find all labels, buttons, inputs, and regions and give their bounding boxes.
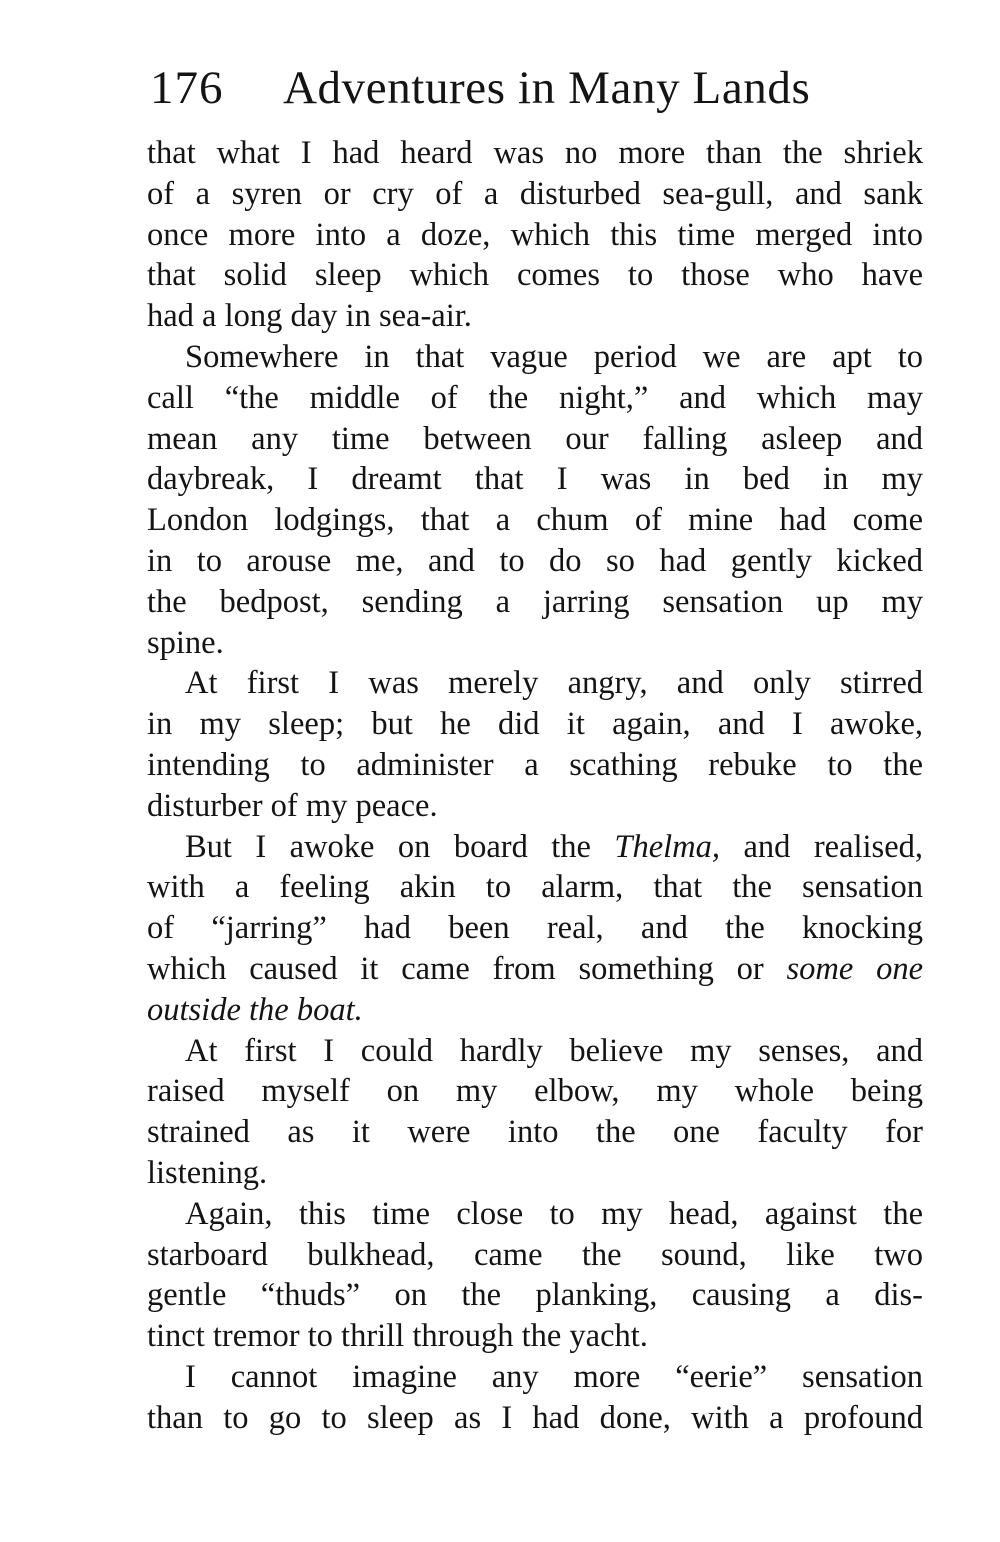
text-run: which caused it came from something or (147, 950, 787, 987)
paragraph (147, 337, 923, 663)
text-line (147, 990, 923, 1031)
text-line: intending to administer a scathing rebuke to the (147, 746, 923, 783)
text-line: spine. (147, 624, 224, 661)
text-line (147, 827, 923, 868)
text-line: tinct tremor to thrill through the yacht. (147, 1318, 648, 1355)
text-line: the bedpost, sending a jarring sensation up my (147, 583, 923, 620)
body-text (147, 133, 923, 1439)
text-line: disturber of my peace. (147, 787, 438, 824)
text-line: Again, this time close to my head, against the (185, 1195, 923, 1232)
page-number: 176 (150, 62, 224, 114)
ship-name-italic: Thelma, (614, 828, 721, 865)
text-line: mean any time between our falling asleep and (147, 420, 923, 457)
text-line: had a long day in sea-air. (147, 298, 472, 335)
text-line: once more into a doze, which this time merged into (147, 216, 923, 253)
emphasis-italic: outside the boat. (147, 991, 363, 1028)
text-line: I cannot imagine any more “eerie” sensation (185, 1358, 923, 1395)
text-line: in to arouse me, and to do so had gently kicked (147, 542, 923, 579)
text-line: call “the middle of the night,” and which may (147, 379, 923, 416)
text-line: with a feeling akin to alarm, that the sensation (147, 869, 923, 906)
paragraph (147, 1194, 923, 1357)
text-line: Somewhere in that vague period we are apt to (185, 338, 923, 375)
text-line: London lodgings, that a chum of mine had come (147, 502, 923, 539)
text-line: of “jarring” had been real, and the knocking (147, 910, 923, 947)
text-line: listening. (147, 1154, 268, 1191)
text-line: At first I could hardly believe my senses, and (185, 1032, 923, 1069)
text-line: gentle “thuds” on the planking, causing a dis- (147, 1277, 923, 1314)
text-run: But I awoke on board the (185, 828, 615, 865)
paragraph (147, 663, 923, 826)
text-run: and realised, (720, 828, 923, 865)
running-title: Adventures in Many Lands (283, 62, 811, 114)
text-line: in my sleep; but he did it again, and I awoke, (147, 706, 923, 743)
paragraph (147, 133, 923, 337)
text-line: that what I had heard was no more than the shriek (147, 135, 923, 171)
text-line: than to go to sleep as I had done, with a profound (147, 1399, 923, 1436)
emphasis-italic: some one (786, 950, 924, 987)
paragraph (147, 1031, 923, 1194)
text-line: starboard bulkhead, came the sound, like two (147, 1236, 923, 1273)
text-line (147, 949, 923, 990)
text-line: raised myself on my elbow, my whole being (147, 1073, 923, 1110)
paragraph (147, 1357, 923, 1439)
text-line: daybreak, I dreamt that I was in bed in my (147, 461, 923, 498)
text-line: At first I was merely angry, and only stirred (185, 665, 923, 702)
paragraph (147, 827, 923, 1031)
text-line: of a syren or cry of a disturbed sea-gull, and sank (147, 175, 923, 212)
page-header (150, 58, 920, 118)
text-line: that solid sleep which comes to those who have (147, 257, 923, 294)
text-line: strained as it were into the one faculty for (147, 1114, 923, 1151)
